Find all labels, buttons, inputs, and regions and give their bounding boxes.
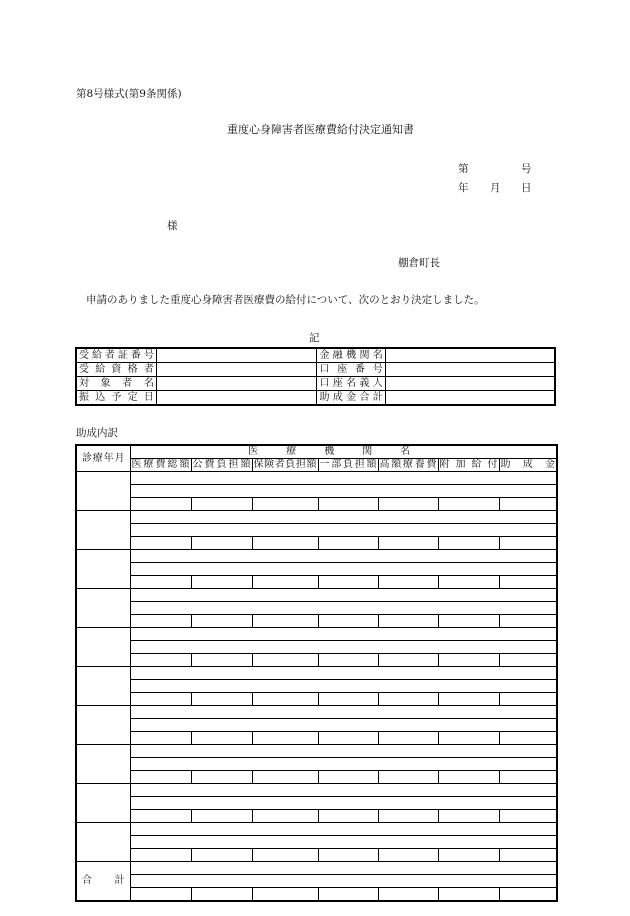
- amount-cell[interactable]: [499, 615, 557, 628]
- spacer-cell: [130, 524, 557, 537]
- amount-cell[interactable]: [378, 498, 438, 511]
- institution-name-cell[interactable]: [130, 667, 557, 680]
- amount-cell[interactable]: [318, 537, 378, 550]
- info-label-transfer-date: 振込予定日: [76, 391, 156, 406]
- amount-cell[interactable]: [318, 732, 378, 745]
- amount-cell[interactable]: [318, 615, 378, 628]
- row-date-cell[interactable]: [76, 628, 130, 667]
- amount-cell[interactable]: [438, 810, 499, 823]
- amount-cell[interactable]: [438, 732, 499, 745]
- table-row-amounts: [76, 810, 557, 823]
- row-date-cell[interactable]: [76, 667, 130, 706]
- table-row-amounts: [76, 771, 557, 784]
- info-value-target-name[interactable]: [156, 377, 317, 391]
- col-header-additional-benefit: 附加給付: [439, 459, 498, 470]
- info-table: [75, 347, 556, 406]
- amount-cell[interactable]: [130, 888, 191, 902]
- table-row-blank: [76, 602, 557, 615]
- table-row-amounts: [76, 693, 557, 706]
- ki-label: 記: [309, 332, 320, 344]
- amount-cell[interactable]: [252, 732, 318, 745]
- spacer-cell: [130, 719, 557, 732]
- spacer-cell: [130, 758, 557, 771]
- amount-cell[interactable]: [130, 576, 191, 589]
- amount-cell[interactable]: [318, 576, 378, 589]
- table-row-amounts: [76, 576, 557, 589]
- info-label-subsidy-total: 助成金合計: [317, 391, 385, 406]
- body-text: 申請のありました重度心身障害者医療費の給付について、次のとおり決定しました。: [86, 294, 485, 306]
- amount-cell[interactable]: [130, 732, 191, 745]
- table-row-blank: [76, 719, 557, 732]
- row-date-cell[interactable]: [76, 823, 130, 862]
- table-row: [76, 823, 557, 836]
- info-row: [76, 377, 555, 391]
- info-row: [76, 363, 555, 377]
- spacer-cell: [130, 563, 557, 576]
- row-date-cell[interactable]: [76, 511, 130, 550]
- amount-cell[interactable]: [130, 537, 191, 550]
- amount-cell[interactable]: [130, 693, 191, 706]
- info-row: [76, 348, 555, 363]
- institution-name-cell[interactable]: [130, 745, 557, 758]
- table-row-amounts: [76, 888, 557, 902]
- date-day: 日: [521, 182, 532, 194]
- breakdown-header-row: [76, 445, 557, 459]
- row-date-cell[interactable]: [76, 706, 130, 745]
- date-year: 年: [458, 182, 469, 194]
- amount-cell[interactable]: [130, 654, 191, 667]
- issuer: 棚倉町長: [398, 257, 440, 269]
- group-header-institution: 医療機関名: [130, 445, 557, 459]
- table-row-blank: [76, 875, 557, 888]
- amount-cell[interactable]: [318, 849, 378, 862]
- form-label: 第8号様式(第9条関係): [76, 88, 182, 100]
- table-row-amounts: [76, 654, 557, 667]
- amount-cell[interactable]: [438, 615, 499, 628]
- institution-name-cell[interactable]: [130, 628, 557, 641]
- info-label-target-name: 対象者名: [76, 377, 156, 391]
- amount-cell[interactable]: [191, 849, 252, 862]
- amount-cell[interactable]: [252, 615, 318, 628]
- table-row-blank: [76, 485, 557, 498]
- amount-cell[interactable]: [191, 654, 252, 667]
- amount-cell[interactable]: [499, 849, 557, 862]
- amount-cell[interactable]: [378, 693, 438, 706]
- amount-cell[interactable]: [318, 888, 378, 902]
- col-header-high-cost: 高額療養費: [379, 459, 437, 470]
- table-row: [76, 550, 557, 563]
- table-row: [76, 784, 557, 797]
- amount-cell[interactable]: [499, 654, 557, 667]
- col-header-total-medical: 医療費総額: [131, 459, 190, 470]
- amount-cell[interactable]: [252, 537, 318, 550]
- info-value-account-number[interactable]: [385, 363, 555, 377]
- amount-cell[interactable]: [378, 888, 438, 902]
- table-row: [76, 745, 557, 758]
- spacer-cell: [130, 641, 557, 654]
- amount-cell[interactable]: [252, 810, 318, 823]
- table-row-blank: [76, 680, 557, 693]
- amount-cell[interactable]: [252, 693, 318, 706]
- breakdown-table: [75, 444, 558, 902]
- info-value-transfer-date[interactable]: [156, 391, 317, 406]
- amount-cell[interactable]: [378, 576, 438, 589]
- breakdown-heading: 助成内訳: [76, 427, 118, 439]
- amount-cell[interactable]: [252, 654, 318, 667]
- spacer-cell: [130, 680, 557, 693]
- table-row-blank: [76, 836, 557, 849]
- amount-cell[interactable]: [318, 810, 378, 823]
- spacer-cell: [130, 875, 557, 888]
- spacer-cell: [130, 836, 557, 849]
- amount-cell[interactable]: [438, 888, 499, 902]
- amount-cell[interactable]: [191, 732, 252, 745]
- info-value-account-holder[interactable]: [385, 377, 555, 391]
- amount-cell[interactable]: [438, 654, 499, 667]
- amount-cell[interactable]: [499, 576, 557, 589]
- amount-cell[interactable]: [318, 771, 378, 784]
- row-date-cell[interactable]: [76, 745, 130, 784]
- row-date-cell[interactable]: [76, 589, 130, 628]
- institution-name-cell[interactable]: [130, 511, 557, 524]
- amount-cell[interactable]: [378, 654, 438, 667]
- info-label-account-number: 口座番号: [317, 363, 385, 377]
- amount-cell[interactable]: [499, 810, 557, 823]
- info-value-subsidy-total[interactable]: [385, 391, 555, 406]
- amount-cell[interactable]: [438, 849, 499, 862]
- amount-cell[interactable]: [191, 498, 252, 511]
- amount-cell[interactable]: [191, 693, 252, 706]
- number-dai: 第: [458, 163, 469, 175]
- amount-cell[interactable]: [378, 849, 438, 862]
- amount-cell[interactable]: [499, 732, 557, 745]
- table-row-blank: [76, 563, 557, 576]
- row-date-cell[interactable]: [76, 472, 130, 511]
- amount-cell[interactable]: [130, 771, 191, 784]
- amount-cell[interactable]: [318, 693, 378, 706]
- row-date-cell[interactable]: [76, 784, 130, 823]
- row-date-cell[interactable]: [76, 550, 130, 589]
- amount-cell[interactable]: [130, 849, 191, 862]
- total-row: [76, 862, 557, 875]
- amount-cell[interactable]: [252, 498, 318, 511]
- table-row: [76, 511, 557, 524]
- info-value-eligible-person[interactable]: [156, 363, 317, 377]
- amount-cell[interactable]: [318, 498, 378, 511]
- institution-name-cell[interactable]: [130, 784, 557, 797]
- col-header-public-burden: 公費負担額: [192, 459, 251, 470]
- amount-cell[interactable]: [252, 849, 318, 862]
- amount-cell[interactable]: [499, 537, 557, 550]
- table-row-amounts: [76, 849, 557, 862]
- amount-cell[interactable]: [191, 888, 252, 902]
- breakdown-column-row: [76, 459, 557, 472]
- institution-name-cell[interactable]: [130, 472, 557, 485]
- info-label-eligible-person: 受給資格者: [76, 363, 156, 377]
- number-go: 号: [521, 163, 532, 175]
- info-label-account-holder: 口座名義人: [317, 377, 385, 391]
- amount-cell[interactable]: [438, 693, 499, 706]
- table-row: [76, 628, 557, 641]
- info-row: [76, 391, 555, 406]
- info-value-bank-name[interactable]: [385, 348, 555, 363]
- table-row-amounts: [76, 537, 557, 550]
- amount-cell[interactable]: [318, 654, 378, 667]
- amount-cell[interactable]: [378, 615, 438, 628]
- table-row: [76, 472, 557, 485]
- table-row: [76, 706, 557, 719]
- date-month: 月: [490, 182, 501, 194]
- amount-cell[interactable]: [130, 810, 191, 823]
- amount-cell[interactable]: [378, 537, 438, 550]
- amount-cell[interactable]: [438, 576, 499, 589]
- amount-cell[interactable]: [499, 771, 557, 784]
- col-header-insurer-burden: 保険者負担額: [253, 459, 317, 470]
- amount-cell[interactable]: [252, 888, 318, 902]
- table-row-amounts: [76, 732, 557, 745]
- amount-cell[interactable]: [191, 576, 252, 589]
- table-row-blank: [76, 641, 557, 654]
- amount-cell[interactable]: [438, 771, 499, 784]
- amount-cell[interactable]: [438, 498, 499, 511]
- recipient-suffix: 様: [167, 220, 178, 232]
- amount-cell[interactable]: [438, 537, 499, 550]
- amount-cell[interactable]: [191, 537, 252, 550]
- spacer-cell: [130, 485, 557, 498]
- institution-name-cell[interactable]: [130, 550, 557, 563]
- table-row-blank: [76, 758, 557, 771]
- amount-cell[interactable]: [378, 771, 438, 784]
- amount-cell[interactable]: [191, 810, 252, 823]
- amount-cell[interactable]: [252, 771, 318, 784]
- total-label: 合計: [76, 862, 130, 902]
- spacer-cell: [130, 797, 557, 810]
- table-row-blank: [76, 524, 557, 537]
- amount-cell[interactable]: [378, 810, 438, 823]
- col-header-partial-burden: 一部負担額: [319, 459, 377, 470]
- table-row-blank: [76, 797, 557, 810]
- spacer-cell: [130, 602, 557, 615]
- page-title: 重度心身障害者医療費給付決定通知書: [227, 123, 414, 136]
- amount-cell[interactable]: [191, 615, 252, 628]
- institution-name-cell[interactable]: [130, 589, 557, 602]
- table-row: [76, 589, 557, 602]
- table-row-amounts: [76, 615, 557, 628]
- table-row-amounts: [76, 498, 557, 511]
- amount-cell[interactable]: [378, 732, 438, 745]
- table-row: [76, 667, 557, 680]
- institution-name-cell[interactable]: [130, 862, 557, 875]
- amount-cell[interactable]: [252, 576, 318, 589]
- amount-cell[interactable]: [191, 771, 252, 784]
- row-header-clinic-month: 診療年月: [76, 445, 130, 472]
- amount-cell[interactable]: [499, 693, 557, 706]
- amount-cell[interactable]: [130, 615, 191, 628]
- institution-name-cell[interactable]: [130, 706, 557, 719]
- amount-cell[interactable]: [499, 888, 557, 902]
- amount-cell[interactable]: [499, 498, 557, 511]
- col-header-subsidy: 助成金: [500, 459, 556, 470]
- info-label-certificate-number: 受給者証番号: [76, 348, 156, 363]
- info-value-certificate-number[interactable]: [156, 348, 317, 363]
- amount-cell[interactable]: [130, 498, 191, 511]
- institution-name-cell[interactable]: [130, 823, 557, 836]
- info-label-bank-name: 金融機関名: [317, 348, 385, 363]
